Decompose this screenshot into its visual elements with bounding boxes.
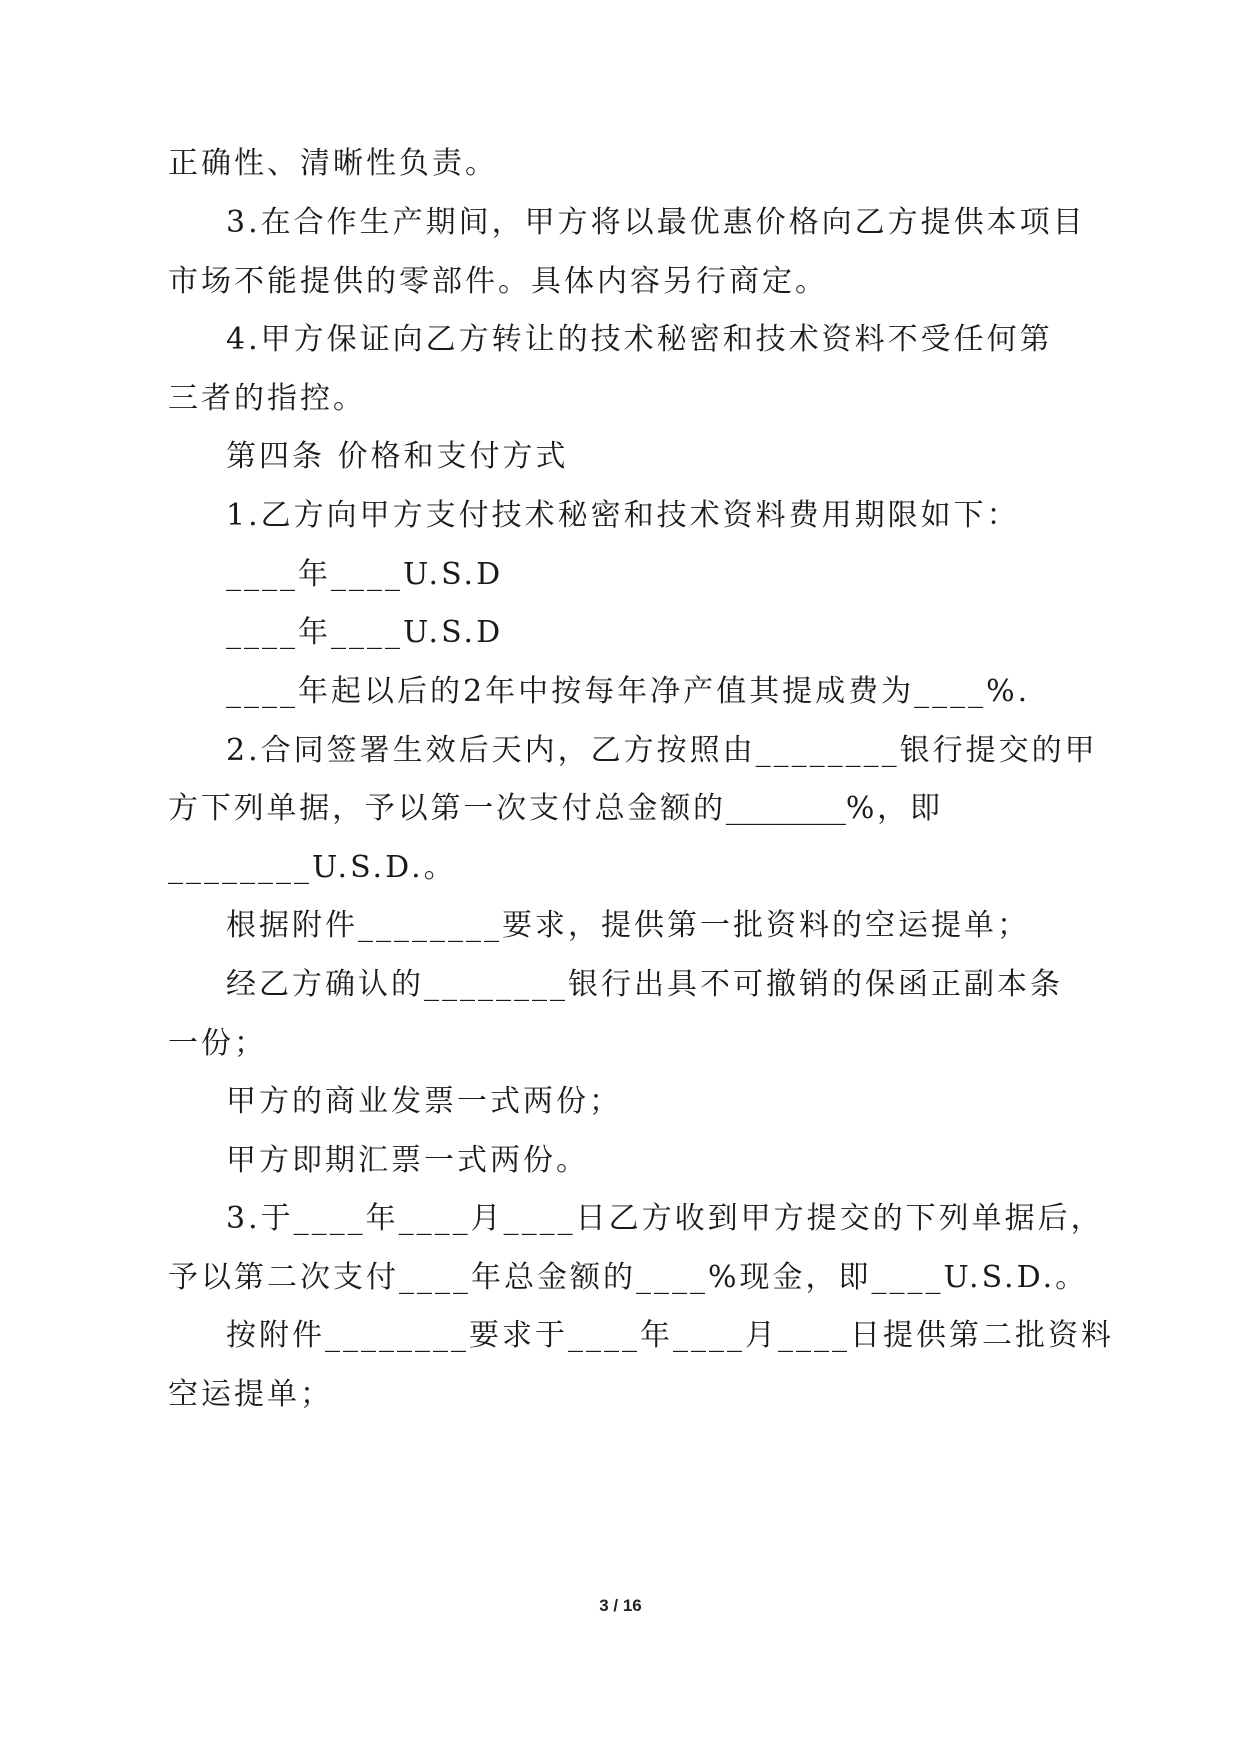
text-line: 空运提单； [168, 1377, 333, 1412]
text-line: ____年起以后的2年中按每年净产值其提成费为____%. [226, 674, 1031, 709]
text-line: 三者的指控。 [168, 381, 366, 416]
text-line: 经乙方确认的________银行出具不可撤销的保函正副本条 [226, 967, 1063, 1002]
text-line: 市场不能提供的零部件。具体内容另行商定。 [168, 264, 828, 299]
text-line: 4.甲方保证向乙方转让的技术秘密和技术资料不受任何第 [226, 322, 1053, 357]
text-line: 方下列单据，予以第一次支付总金额的________%，即 [168, 791, 940, 826]
text-line: 甲方的商业发票一式两份； [226, 1084, 622, 1119]
section-heading: 第四条 价格和支付方式 [226, 439, 569, 474]
text-line: 甲方即期汇票一式两份。 [226, 1143, 589, 1178]
text-line: 根据附件________要求，提供第一批资料的空运提单； [226, 908, 1030, 943]
text-line: 按附件________要求于____年____月____日提供第二批资料 [226, 1318, 1114, 1353]
text-line: ________U.S.D.。 [168, 850, 457, 885]
text-line: 2.合同签署生效后天内，乙方按照由________银行提交的甲 [226, 733, 1098, 768]
page-number: 3 / 16 [599, 1596, 642, 1615]
text-line: 一份； [168, 1026, 267, 1061]
text-line: 1.乙方向甲方支付技术秘密和技术资料费用期限如下： [226, 498, 1020, 533]
text-line: 3.在合作生产期间，甲方将以最优惠价格向乙方提供本项目 [226, 205, 1086, 240]
text-line: 正确性、清晰性负责。 [168, 146, 498, 181]
text-line: ____年____U.S.D [226, 557, 504, 592]
text-line: ____年____U.S.D [226, 615, 504, 650]
text-line: 3.于____年____月____日乙方收到甲方提交的下列单据后， [226, 1201, 1104, 1236]
text-line: 予以第二次支付____年总金额的____%现金，即____U.S.D.。 [168, 1260, 1089, 1295]
